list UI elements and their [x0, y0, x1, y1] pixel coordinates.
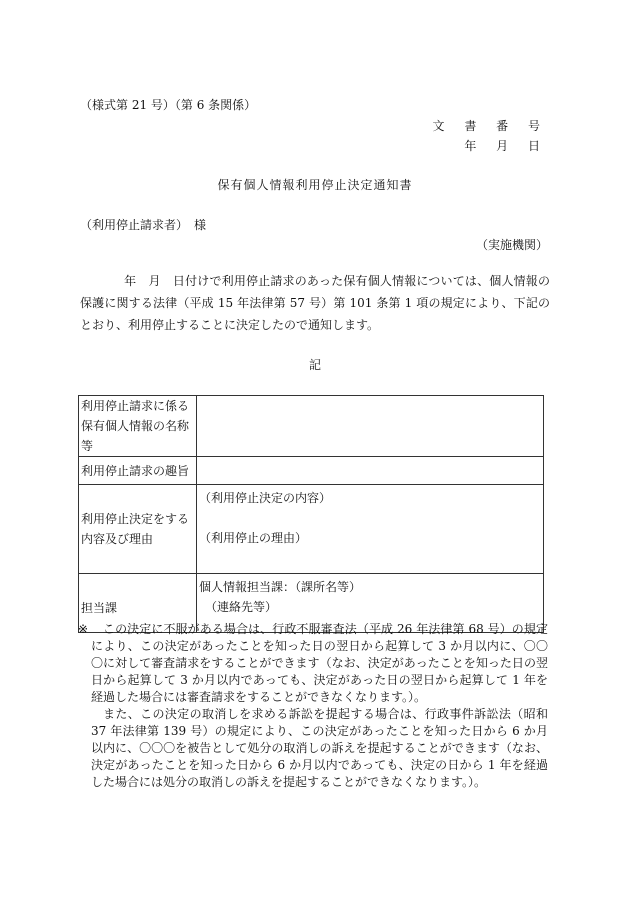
table-row: [79, 485, 544, 574]
body-paragraph: [80, 270, 550, 336]
notes: [78, 621, 548, 791]
table-row: [79, 396, 544, 457]
contact-line: （連絡先等）: [205, 600, 278, 614]
section-name-line: 個人情報担当課：（課所名等）: [199, 580, 362, 594]
row-value-request-purpose: [197, 457, 544, 485]
row-value-decision-content: [197, 485, 544, 574]
detail-table: [78, 395, 544, 633]
note-paragraph-appeal: この決定に不服がある場合は、行政不服審査法（平成 26 年法律第 68 号）の規定により、この決定があったことを知った日の翌日から起算して 3 か月以内に、〇〇〇に対して審査請求をすることができます（なお、決定があったことを知った日の翌日から起算して 3 か月以内であっても、決定があった日の翌日から起算して 1 年を経過した場合には審査請求をすることができなくなります。）。: [91, 622, 548, 704]
implementing-agency: （実施機関）: [475, 238, 548, 252]
decision-reason-line: （利用停止の理由）: [199, 531, 308, 545]
decision-content-line: （利用停止決定の内容）: [199, 491, 332, 505]
note-paragraph-lawsuit: また、この決定の取消しを求める訴訟を提起する場合は、行政事件訴訟法（昭和 37 年法律第 139 号）の規定により、この決定があったことを知った日から 6 か月以内に、〇〇〇を被告として処分の取消しの訴えを提起することができます（なお、決定があったことを知った日から 6 か月以内であっても、決定の日から 1 年を経過した場合には処分の取消しの訴えを提起することができなくなります。）。: [91, 707, 548, 789]
document-date: 年 月 日: [464, 139, 548, 153]
table-row: [79, 457, 544, 485]
body-text: 年 月 日付けで利用停止請求のあった保有個人情報については、個人情報の保護に関する法律（平成 15 年法律第 57 号）第 101 条第 1 項の規定により、下記のとおり、利用停止することに決定したので通知します。: [80, 274, 550, 332]
row-label-decision-content: 利用停止決定をする内容及び理由: [79, 485, 197, 574]
row-label-information-name: 利用停止請求に係る保有個人情報の名称等: [79, 396, 197, 457]
row-value-information-name: [197, 396, 544, 457]
ki-heading: 記: [308, 358, 321, 372]
row-label-request-purpose: 利用停止請求の趣旨: [79, 457, 197, 485]
note-block: [78, 621, 548, 791]
document-number: 文 書 番 号: [432, 119, 548, 133]
row-label-responsible-section: 担当課: [79, 574, 197, 633]
form-number: （様式第 21 号）（第 6 条関係）: [80, 98, 257, 112]
note-mark: ※: [78, 622, 89, 636]
recipient: （利用停止請求者） 様: [80, 218, 207, 232]
document-title: 保有個人情報利用停止決定通知書: [217, 178, 413, 192]
